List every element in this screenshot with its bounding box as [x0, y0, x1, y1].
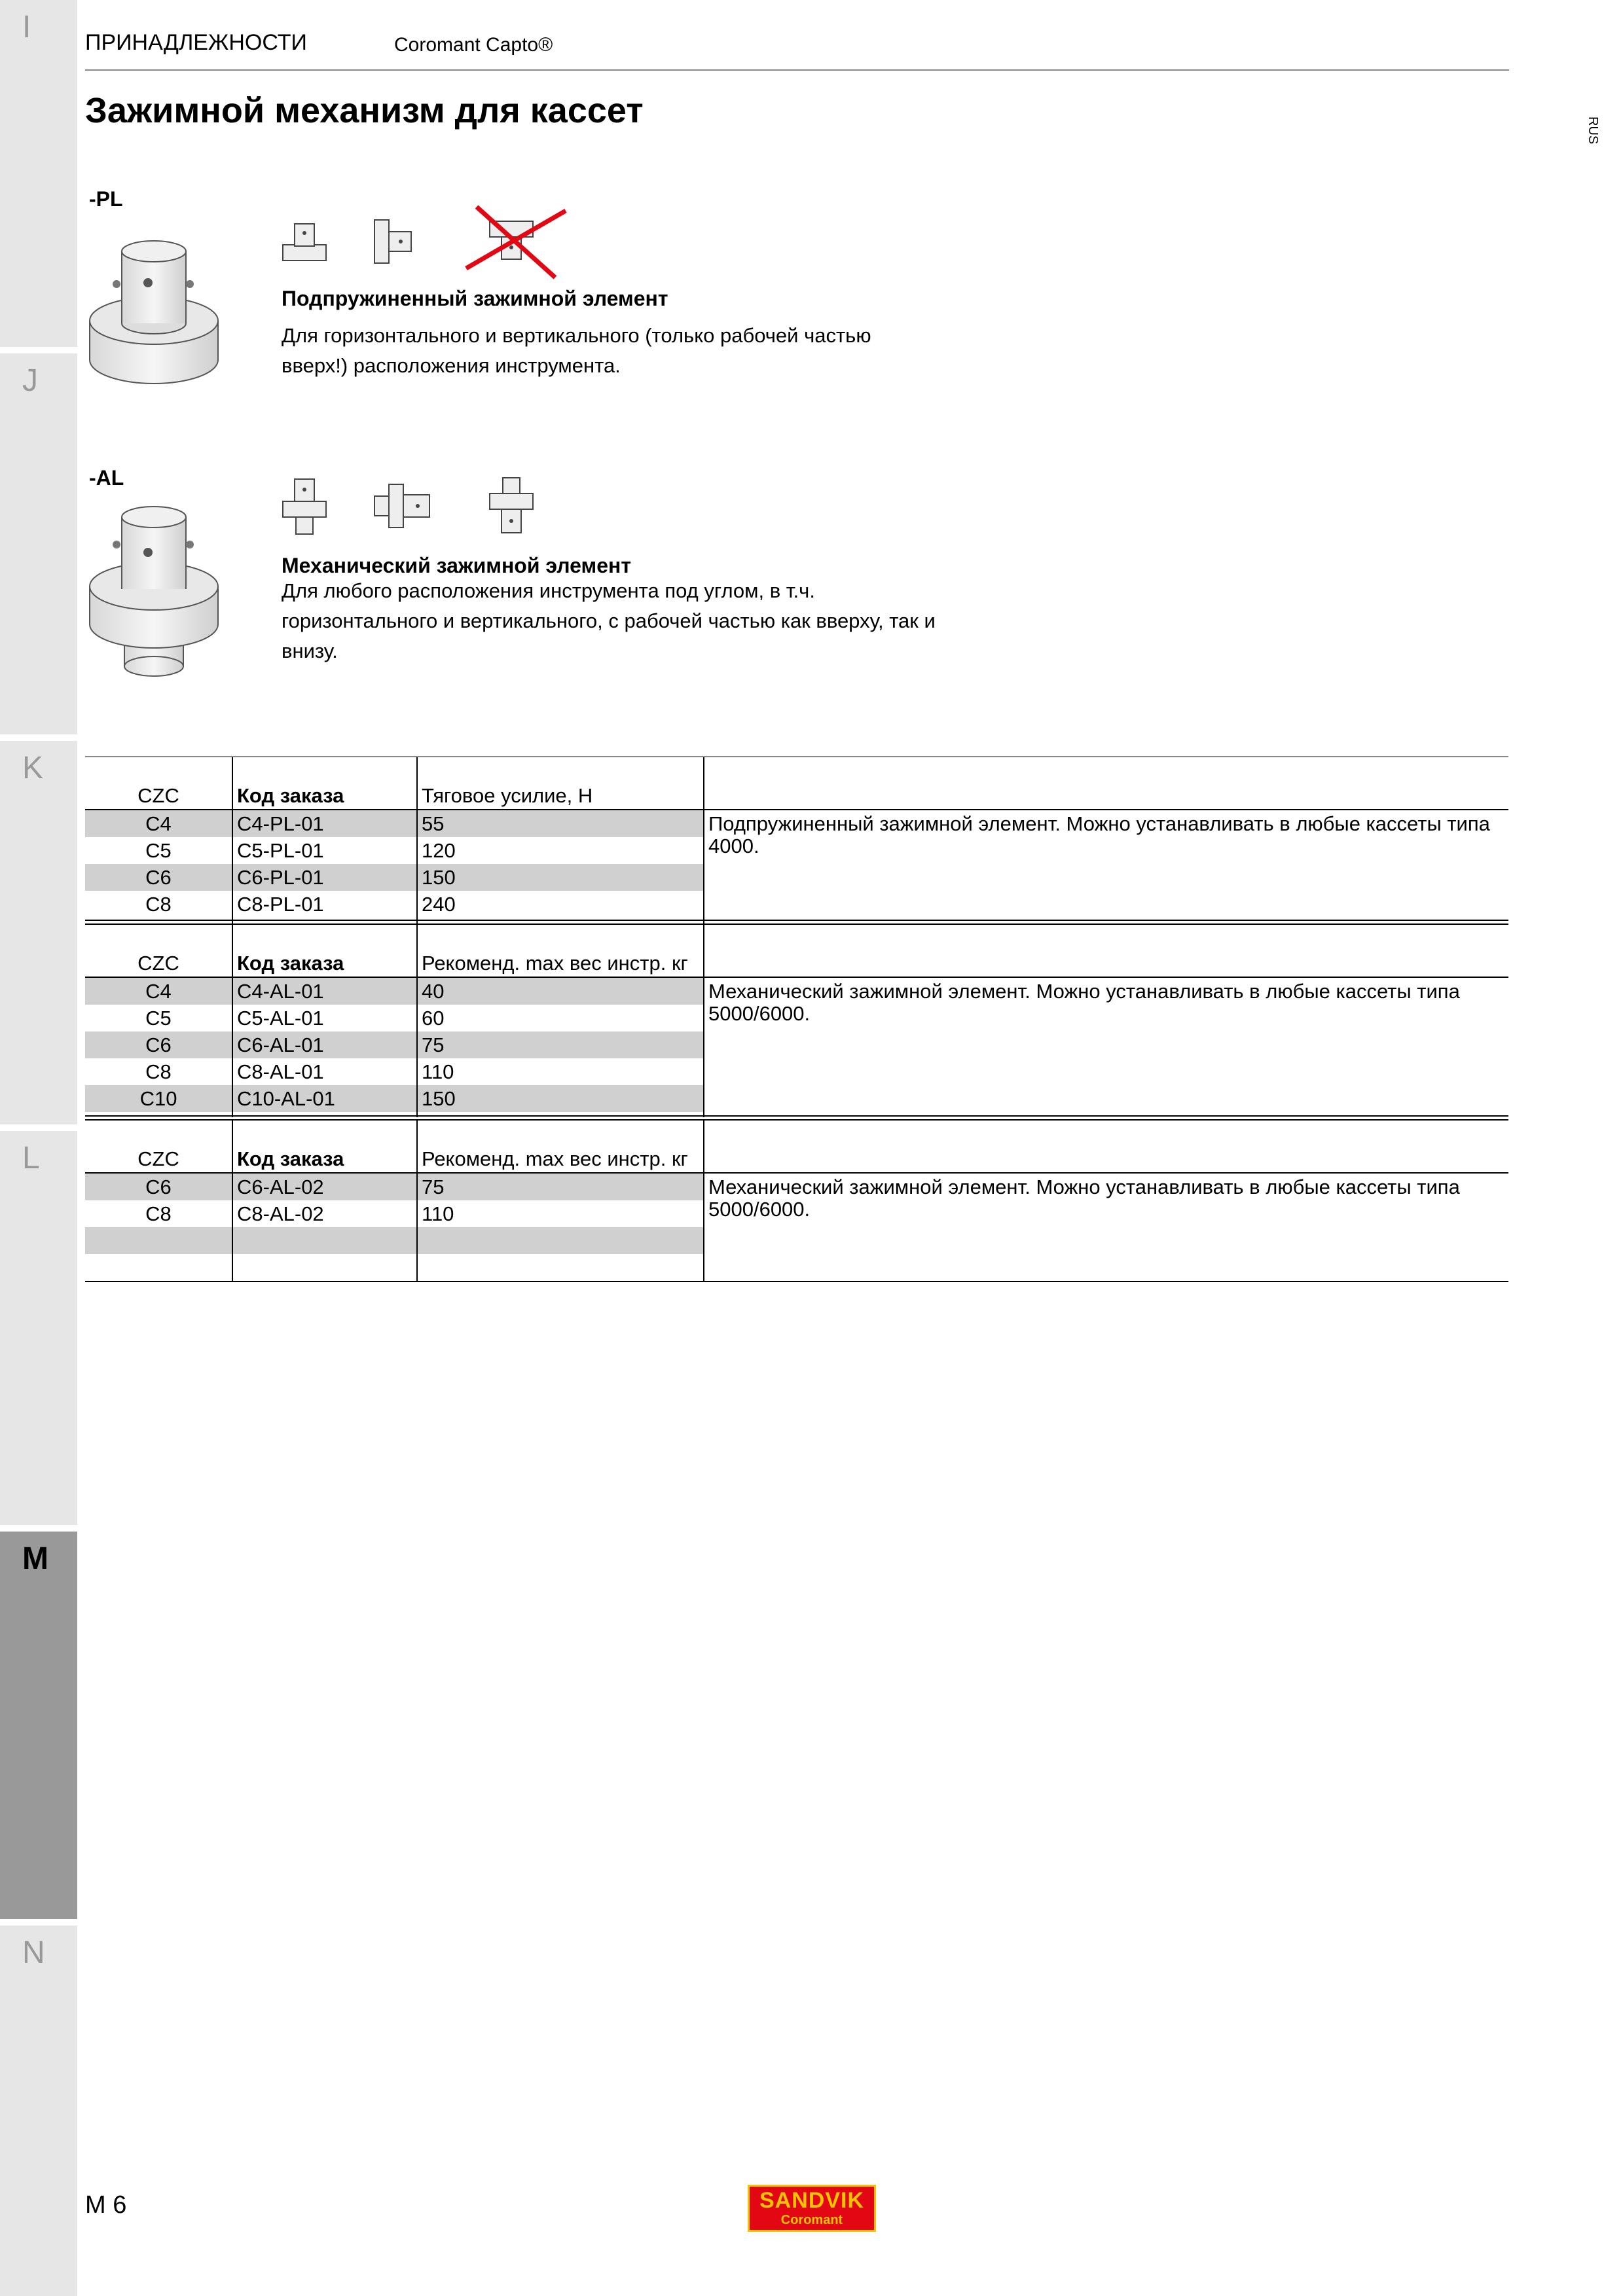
tab-l[interactable]	[0, 1131, 77, 1525]
cell-order-code: C8-AL-02	[232, 1200, 417, 1227]
cell-czc: C8	[85, 1200, 232, 1227]
cell-value: 60	[417, 1005, 704, 1031]
al-title: Механический зажимной элемент	[282, 554, 631, 577]
cell-value: 40	[417, 977, 704, 1005]
tab-label: J	[22, 363, 38, 398]
table-row	[85, 977, 1508, 1005]
col-header-czc: CZC	[85, 1145, 232, 1173]
al02-spec-table	[85, 1121, 1508, 1281]
vertical-up-icon	[280, 476, 330, 539]
logo-text: SANDVIK	[759, 2188, 865, 2213]
col-header-force: Тяговое усилие, Н	[417, 782, 704, 810]
pl-description	[282, 321, 989, 381]
page-title: Зажимной механизм для кассет	[85, 91, 644, 130]
pl-title: Подпружиненный зажимной элемент	[282, 287, 668, 310]
cell-order-code: C8-PL-01	[232, 891, 417, 918]
cell-value: 75	[417, 1031, 704, 1058]
al-desc-line: Для любого расположения инструмента под углом, в т.ч.	[282, 579, 815, 602]
cell-value: 150	[417, 864, 704, 891]
tab-label: I	[22, 10, 31, 45]
col-header-order-code: Код заказа	[232, 950, 417, 977]
cell-czc: C6	[85, 1173, 232, 1200]
horizontal-icon	[371, 480, 436, 533]
cell-czc: C6	[85, 864, 232, 891]
table-bottom-divider	[85, 1281, 1508, 1282]
cell-note: Механический зажимной элемент. Можно устанавливать в любые кассеты типа 5000/6000.	[708, 1175, 1460, 1221]
cell-value: 55	[417, 810, 704, 837]
al-code: -AL	[89, 466, 124, 490]
al-desc-line: внизу.	[282, 639, 338, 662]
cell-value: 75	[417, 1173, 704, 1200]
sandvik-logo	[748, 2185, 876, 2232]
cell-value: 150	[417, 1085, 704, 1112]
table-row	[85, 810, 1508, 837]
cell-note: Механический зажимной элемент. Можно устанавливать в любые кассеты типа 5000/6000.	[708, 980, 1460, 1025]
cell-value: 110	[417, 1200, 704, 1227]
section-name: ПРИНАДЛЕЖНОСТИ	[85, 30, 307, 55]
tab-label: L	[22, 1141, 40, 1175]
tab-j[interactable]	[0, 353, 77, 734]
cell-value: 120	[417, 837, 704, 864]
tab-n[interactable]	[0, 1926, 77, 2296]
cell-czc: C4	[85, 810, 232, 837]
col-header-czc: CZC	[85, 782, 232, 810]
cell-order-code: C6-AL-01	[232, 1031, 417, 1058]
cell-order-code: C6-AL-02	[232, 1173, 417, 1200]
tab-m[interactable]	[0, 1532, 77, 1919]
cell-order-code: C4-AL-01	[232, 977, 417, 1005]
cell-czc: C4	[85, 977, 232, 1005]
cell-czc: C5	[85, 1005, 232, 1031]
tab-label: M	[22, 1541, 48, 1576]
cell-order-code: C4-PL-01	[232, 810, 417, 837]
product-name: Coromant Capto®	[394, 34, 553, 56]
pl-spec-table	[85, 757, 1508, 932]
cell-czc: C6	[85, 1031, 232, 1058]
not-allowed-down-icon	[457, 202, 570, 283]
col-header-order-code: Код заказа	[232, 782, 417, 810]
pl-clamp-image	[86, 236, 221, 390]
tab-label: N	[22, 1935, 45, 1970]
cell-value: 110	[417, 1058, 704, 1085]
cell-value: 240	[417, 891, 704, 918]
cell-czc: C10	[85, 1085, 232, 1112]
horizontal-icon	[368, 217, 420, 267]
table-row	[85, 1173, 1508, 1200]
col-header-czc: CZC	[85, 950, 232, 977]
pl-desc-line: вверх!) расположения инструмента.	[282, 354, 621, 377]
cell-order-code: C5-PL-01	[232, 837, 417, 864]
pl-desc-line: Для горизонтального и вертикального (только рабочей частью	[282, 324, 871, 347]
pl-code: -PL	[89, 187, 123, 211]
logo-subtext: Coromant	[780, 2213, 843, 2227]
al-desc-line: горизонтального и вертикального, с рабочей частью как вверху, так и	[282, 609, 936, 632]
sidebar	[0, 0, 77, 2296]
col-header-order-code: Код заказа	[232, 1145, 417, 1173]
cell-czc: C5	[85, 837, 232, 864]
vertical-down-icon	[487, 475, 537, 538]
cell-czc: C8	[85, 1058, 232, 1085]
page-number: M 6	[85, 2191, 127, 2219]
cell-order-code: C8-AL-01	[232, 1058, 417, 1085]
cell-order-code: C5-AL-01	[232, 1005, 417, 1031]
language-label: RUS	[1586, 117, 1600, 145]
al-spec-table	[85, 925, 1508, 1117]
col-header-weight: Рекоменд. max вес инстр. кг	[417, 950, 704, 977]
cell-order-code: C10-AL-01	[232, 1085, 417, 1112]
cell-order-code: C6-PL-01	[232, 864, 417, 891]
tab-i[interactable]	[0, 0, 77, 347]
col-header-weight: Рекоменд. max вес инстр. кг	[417, 1145, 704, 1173]
tab-k[interactable]	[0, 741, 77, 1124]
vertical-up-icon	[280, 219, 330, 268]
header-divider	[85, 69, 1509, 71]
cell-note: Подпружиненный зажимной элемент. Можно устанавливать в любые кассеты типа 4000.	[708, 812, 1490, 857]
al-clamp-image	[86, 503, 221, 681]
cell-czc: C8	[85, 891, 232, 918]
al-description	[282, 576, 989, 666]
tab-label: K	[22, 751, 44, 785]
